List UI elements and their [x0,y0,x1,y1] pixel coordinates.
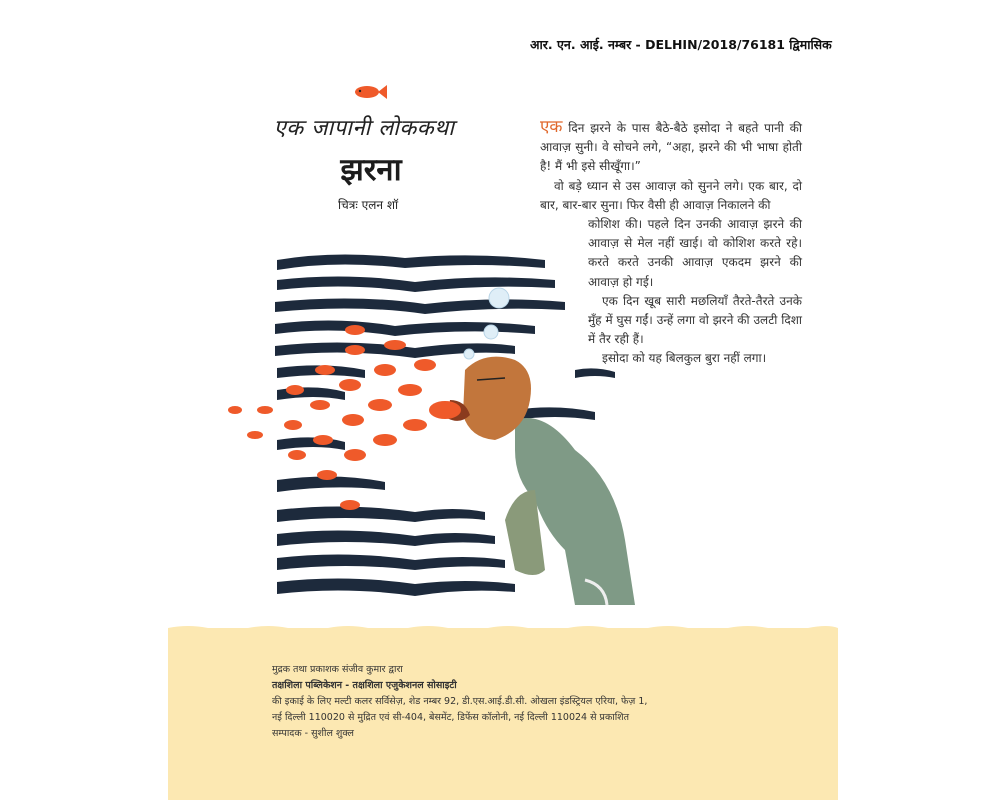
series-title: एक जापानी लोककथा [273,116,455,141]
imprint-line: नई दिल्ली 110020 से मुद्रित एवं सी-404, बेसमेंट, डिफेंस कॉलोनी, नई दिल्ली 110024 से प्रकाशित [272,712,630,723]
waterfall-illustration [215,250,695,615]
registration-number: आर. एन. आई. नम्बर - DELHIN/2018/76181 द्विमासिक [530,37,832,52]
imprint-line: सम्पादक - सुशील शुक्ल [272,728,354,739]
story-paragraph-3: एक दिन खूब सारी मछलियाँ तैरते-तैरते उनके मुँह में घुस गईं। उन्हें लगा वो झरने की उलटी दिशा में तैर रही हैं। [588,293,802,347]
torn-edge [168,622,838,634]
story-paragraph-4: इसोदा को यह बिलकुल बुरा नहीं लगा। [602,351,767,366]
story-title: झरना [340,152,402,188]
man-figure [447,357,635,605]
imprint-footer [168,628,838,800]
paragraph-text: दिन झरने के पास बैठे-बैठे इसोदा ने बहते पानी की आवाज़ सुनी। वे सोचने लगे, “अहा, झरने की भी भाषा होती है! मैं भी इसे सीखूँगा।” [540,121,802,174]
fish-icon [352,82,388,102]
story-paragraph-1 [540,118,802,177]
imprint-line: तक्षशिला पब्लिकेशन - तक्षशिला एजुकेशनल सोसाइटी [272,680,457,691]
story-paragraph-2b: कोशिश की। पहले दिन उनकी आवाज़ झरने की आवाज़ से मेल नहीं खाई। वो कोशिश करते रहे। करते करते उनकी आवाज़ एकदम झरने की आवाज़ हो गई। [588,217,802,289]
illustrator-credit: चित्रः एलन शॉ [338,198,399,212]
imprint-text [272,662,647,742]
drop-word: एक [540,117,563,137]
story-paragraph-2a: वो बड़े ध्यान से उस आवाज़ को सुनने लगे। एक बार, दो बार, बार-बार सुना। फिर वैसी ही आवाज़ निकालने की [540,178,802,212]
imprint-line: की इकाई के लिए मल्टी कलर सर्विसेज़, शेड नम्बर 92, डी.एस.आई.डी.सी. ओखला इंडस्ट्रियल एरिया, फेज़ 1, [272,696,648,707]
imprint-line: मुद्रक तथा प्रकाशक संजीव कुमार द्वारा [272,664,403,675]
